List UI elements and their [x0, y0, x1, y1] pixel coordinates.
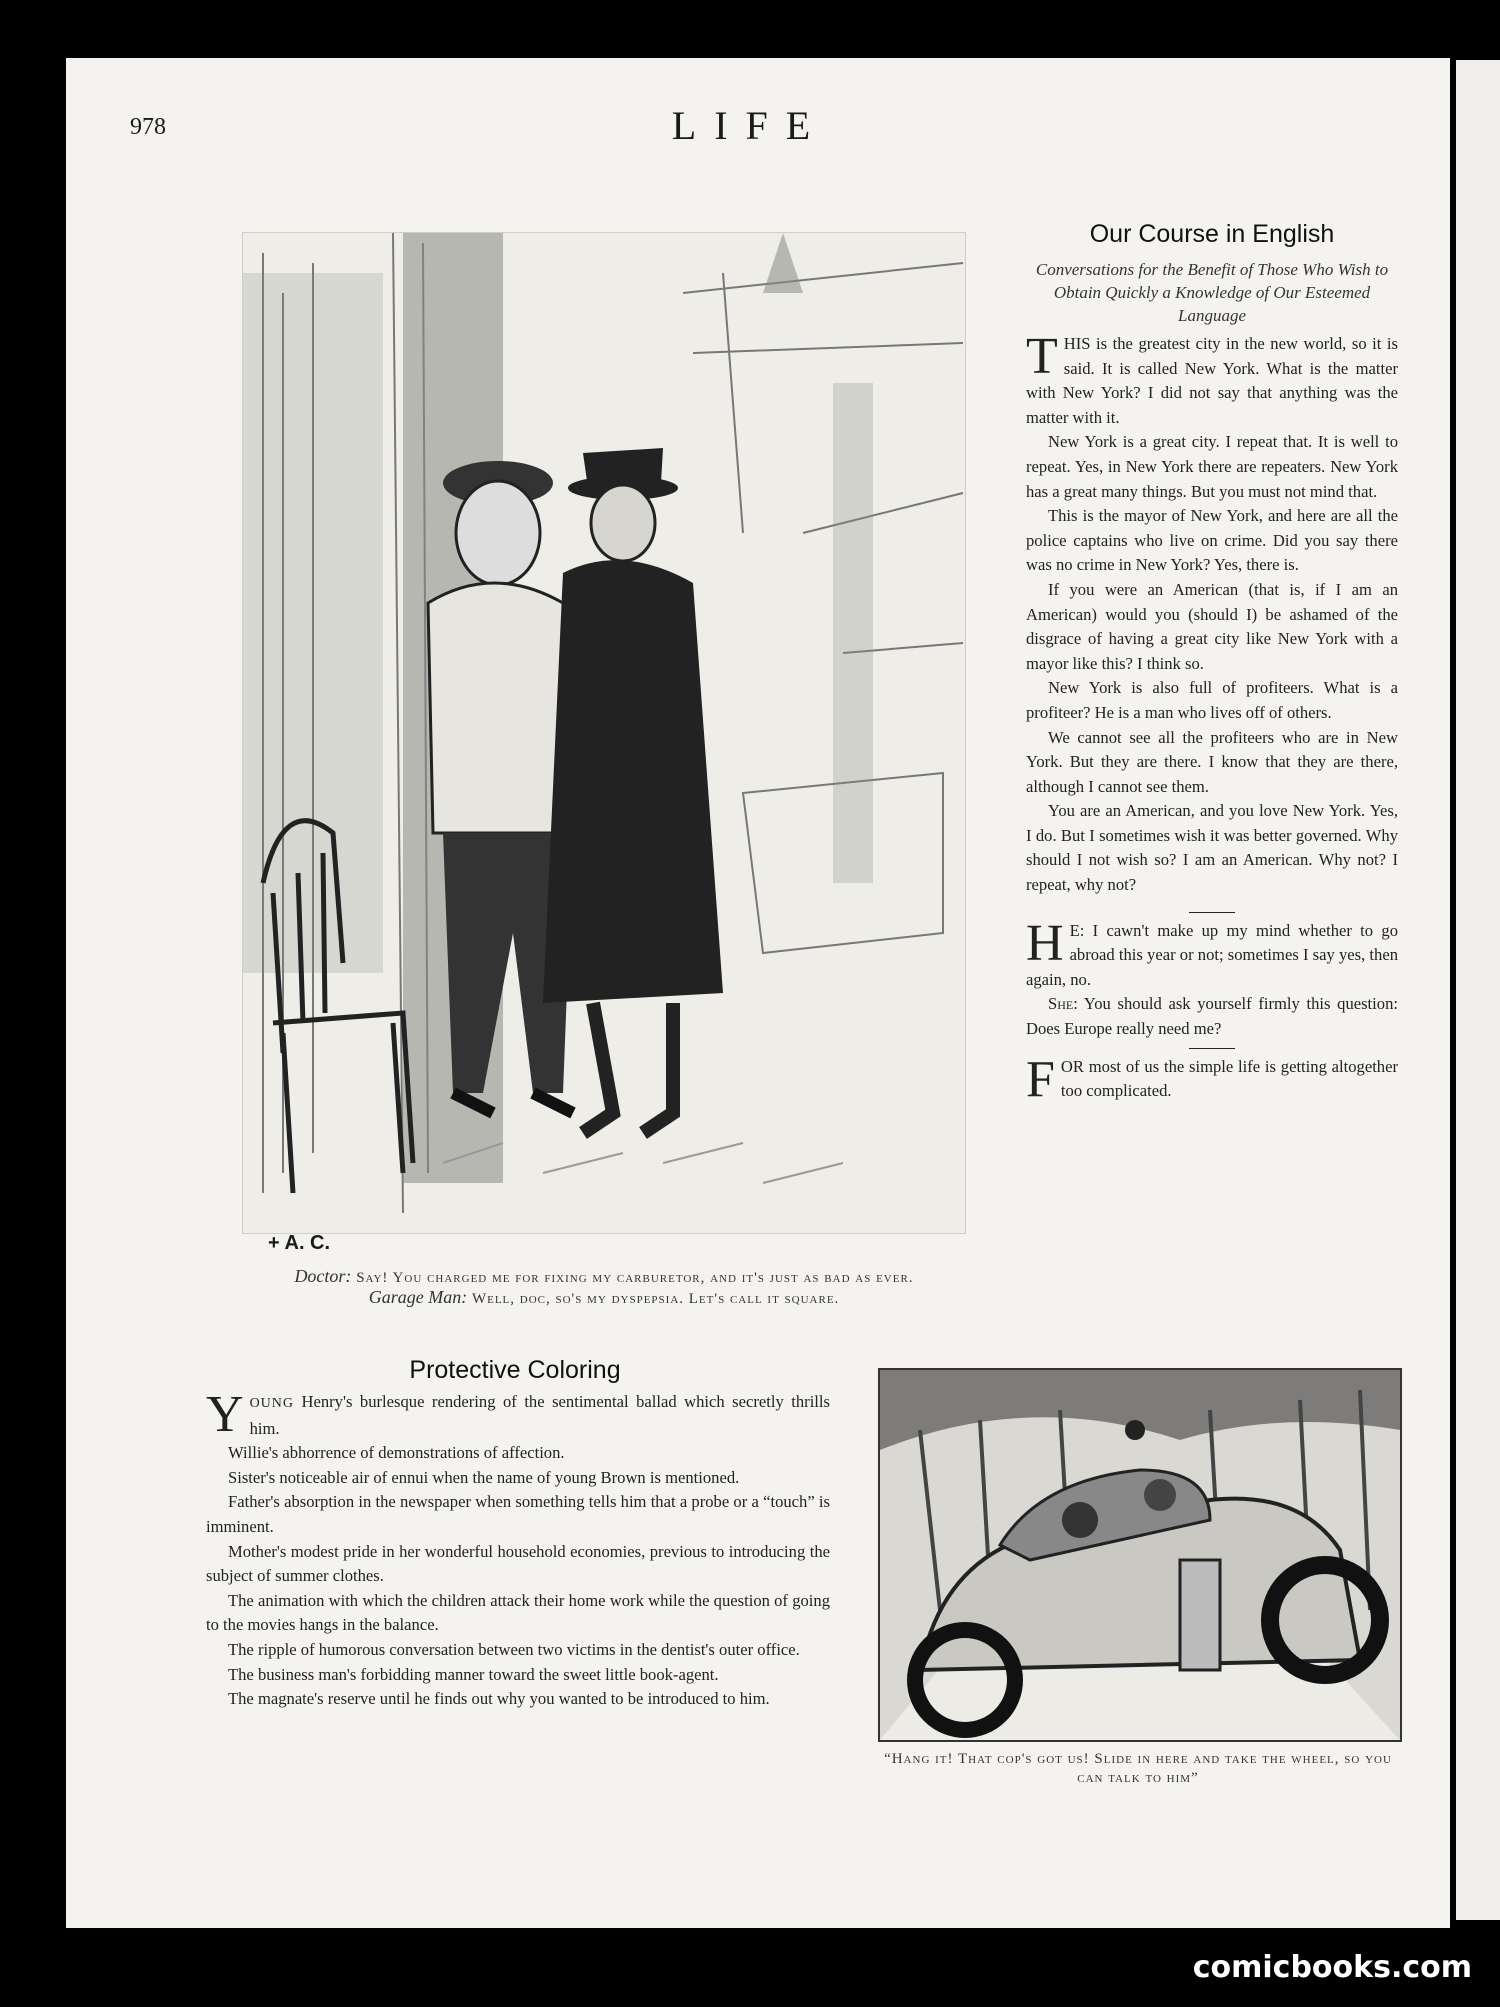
protective-paragraph: Father's absorption in the newspaper when something tells him that a probe or a “touch” is imminent. [206, 1492, 830, 1536]
protective-paragraph: The magnate's reserve until he finds out why you wanted to be introduced to him. [228, 1689, 770, 1709]
article-subtitle-english: Conversations for the Benefit of Those Who Wish to Obtain Quickly a Knowledge of Our Esteemed Language [1035, 260, 1389, 325]
cartoon-doctor-garage-man [242, 232, 966, 1234]
protective-paragraph: Mother's modest pride in her wonderful household economies, previous to introducing the subject of summer clothes. [206, 1541, 830, 1586]
dropcap-h: H [1026, 914, 1064, 972]
article-body-protective [206, 1386, 830, 1712]
page-number: 978 [130, 114, 166, 140]
simple-life-caps: OR [1060, 1056, 1084, 1076]
running-title: LIFE [671, 103, 829, 148]
caption-speaker-garage-man: Garage Man: [368, 1287, 468, 1307]
next-page-edge [1456, 60, 1500, 1920]
he-text: I cawn't make up my mind whether to go abroad this year or not; sometimes I say yes, then again, no. [1026, 920, 1398, 989]
cartoon-car-caption [878, 1750, 1398, 1788]
he-label: E: [1069, 920, 1085, 940]
protective-paragraph: The animation with which the children attack their home work while the question of going to the movies hangs in the balance. [206, 1590, 830, 1635]
she-label: She: [1048, 994, 1078, 1014]
joke-she-line [1026, 992, 1398, 1041]
she-text: You should ask yourself firmly this question: Does Europe really need me? [1026, 994, 1398, 1039]
english-paragraph: New York is a great city. I repeat that. It is well to repeat. Yes, in New York there are repeaters. New York has a great many things. But you must not mind that. [1026, 432, 1398, 501]
section-divider [1189, 912, 1235, 913]
car-caption-text: “Hang it! That cop's got us! Slide in here and take the wheel, so you can talk to him” [884, 1751, 1392, 1786]
article-title-english: Our Course in English [1089, 220, 1335, 248]
protective-paragraph: The ripple of humorous conversation between two victims in the dentist's outer office. [228, 1639, 800, 1659]
protective-first-paragraph [206, 1386, 830, 1443]
caption-speaker-doctor: Doctor: [294, 1266, 352, 1286]
protective-paragraph: Sister's noticeable air of ennui when the name of young Brown is mentioned. [228, 1467, 740, 1487]
cartoon-car-cop [878, 1368, 1402, 1742]
dropcap-f: F [1026, 1050, 1055, 1108]
english-paragraph: This is the mayor of New York, and here are all the police captains who live on crime. Did you say there was no crime in New York? Yes, there is. [1026, 506, 1398, 575]
english-paragraph: You are an American, and you love New York. Yes, I do. But I sometimes wish it was better governed. Why should I not wish so? I am an American. Why not? I repeat, why not? [1026, 801, 1398, 895]
caption-doctor-line: Say! You charged me for fixing my carburetor, and it's just as bad as ever. [356, 1270, 914, 1286]
english-first-paragraph [1026, 328, 1398, 430]
english-first-paragraph-text: HIS is the greatest city in the new world, so it is said. It is called New York. What is the matter with New York? I did not say that anything was the matter with it. [1026, 334, 1398, 427]
joke-he-she [1026, 914, 1398, 993]
page-header [0, 102, 1500, 152]
dropcap-y: Y [206, 1386, 244, 1443]
protective-paragraph: The business man's forbidding manner toward the sweet little book-agent. [228, 1664, 719, 1684]
simple-life-text: most of us the simple life is getting altogether too complicated. [1060, 1056, 1398, 1101]
joke-simple-life [1026, 1050, 1398, 1108]
dropcap-t: T [1026, 328, 1058, 385]
cartoon-signature: + A. C. [268, 1232, 331, 1254]
section-divider [1189, 1048, 1235, 1049]
english-paragraph: New York is also full of profiteers. What is a profiteer? He is a man who lives off of others. [1026, 678, 1398, 722]
english-paragraph: We cannot see all the profiteers who are in New York. But they are there. I know that they are there, although I cannot see them. [1026, 727, 1398, 796]
cartoon-top-caption [244, 1267, 964, 1309]
english-paragraph: If you were an American (that is, if I am an American) would you (should I) be ashamed of the disgrace of having a great city like New York with a mayor like this? I think so. [1026, 579, 1398, 673]
protective-first-paragraph-text: Henry's burlesque rendering of the sentimental ballad which secretly thrills him. [249, 1392, 830, 1438]
caption-garage-man-line: Well, doc, so's my dyspepsia. Let's call it square. [471, 1291, 840, 1307]
article-title-protective: Protective Coloring [409, 1356, 621, 1384]
protective-first-caps: OUNG [249, 1396, 295, 1411]
protective-paragraph: Willie's abhorrence of demonstrations of affection. [228, 1443, 565, 1463]
article-body-english [1026, 328, 1398, 1108]
watermark: comicbooks.com [1192, 1950, 1472, 1985]
